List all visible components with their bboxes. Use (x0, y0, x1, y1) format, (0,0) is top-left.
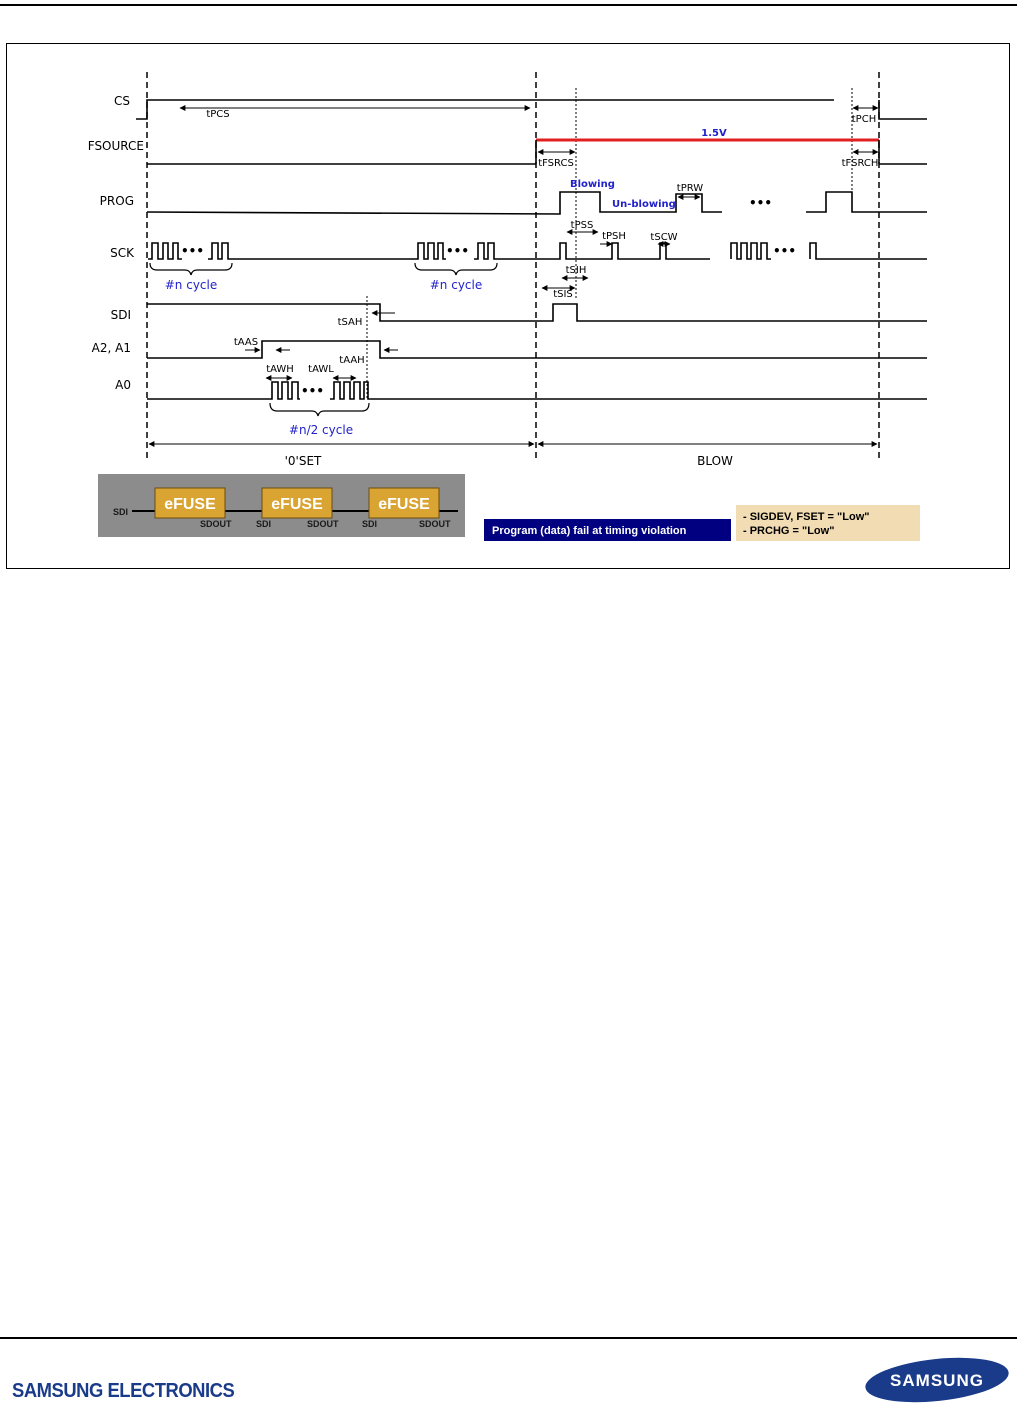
cs-waveform (136, 100, 834, 119)
tscw-label: tSCW (650, 232, 678, 243)
a0-waveform-b (330, 382, 927, 399)
signal-label-a2a1: A2, A1 (91, 341, 131, 355)
sck-waveform-c (474, 243, 710, 259)
tfsrch-label: tFSRCH (841, 158, 879, 169)
unblowing-label: Un-blowing (612, 199, 676, 210)
chain-sdout-label-1: SDOUT (200, 519, 232, 529)
prog-waveform-end (806, 192, 927, 212)
tpss-label: tPSS (570, 220, 594, 231)
sck-waveform-d (731, 243, 771, 259)
signal-label-sck: SCK (110, 246, 134, 260)
signal-label-prog: PROG (99, 194, 134, 208)
cs-waveform-end (879, 100, 927, 119)
a0-ellipsis: ••• (301, 384, 325, 398)
phase-dividers (147, 72, 879, 462)
chain-sdout-label-3: SDOUT (419, 519, 451, 529)
taah-label: tAAH (339, 355, 365, 366)
signal-label-a0: A0 (115, 378, 131, 392)
chain-sdout-label-2: SDOUT (307, 519, 339, 529)
tprw-label: tPRW (676, 183, 704, 194)
fail-note-text: Program (data) fail at timing violation (492, 525, 687, 537)
zero-set-label: '0'SET (284, 454, 322, 468)
chain-sdi-label-3: SDI (362, 519, 378, 529)
tawh-label: tAWH (266, 364, 294, 375)
taas-label: tAAS (233, 337, 259, 348)
samsung-logo (864, 1357, 1010, 1403)
n2-cycle-label: #n/2 cycle (288, 423, 354, 437)
signal-label-cs: CS (114, 94, 130, 108)
blow-label: BLOW (697, 454, 733, 468)
tsah-label: tSAH (337, 317, 363, 328)
logo-text: SAMSUNG (890, 1371, 984, 1390)
signal-label-sdi: SDI (110, 308, 131, 322)
tsih-label: tSIH (565, 265, 587, 276)
voltage-label: 1.5V (701, 128, 727, 139)
tsis-label: tSIS (553, 289, 573, 300)
condition-note-line-1: - SIGDEV, FSET = "Low" (743, 511, 870, 523)
n-cycle-label-1: #n cycle (164, 278, 218, 292)
tpsh-label: tPSH (602, 231, 626, 242)
tpch-label: tPCH (851, 114, 877, 125)
a2a1-waveform (147, 341, 927, 358)
sck-ellipsis-2: ••• (446, 244, 470, 258)
blowing-label: Blowing (570, 179, 615, 190)
tawl-label: tAWL (308, 364, 334, 375)
sck-waveform-e (810, 243, 927, 259)
chain-sdi-label-2: SDI (256, 519, 272, 529)
sck-ellipsis-1: ••• (181, 244, 205, 258)
efuse-label-2: eFUSE (271, 496, 323, 513)
efuse-label-3: eFUSE (378, 496, 430, 513)
bottom-rule (0, 1337, 1017, 1339)
sdi-waveform (147, 304, 927, 321)
a0-waveform (147, 382, 300, 399)
timing-diagram (0, 0, 1017, 600)
signal-label-fsource: FSOURCE (87, 139, 144, 153)
prog-ellipsis: ••• (749, 196, 773, 210)
n-cycle-label-2: #n cycle (429, 278, 483, 292)
efuse-chain (98, 474, 465, 537)
footer-company-name: SAMSUNG ELECTRONICS (12, 1380, 235, 1402)
sck-waveform-a (148, 243, 182, 259)
chain-sdi-label: SDI (113, 507, 129, 517)
efuse-label-1: eFUSE (164, 496, 216, 513)
tpcs-label: tPCS (206, 109, 230, 120)
tfsrcs-label: tFSRCS (538, 158, 574, 169)
sck-ellipsis-3: ••• (773, 244, 797, 258)
condition-note-line-2: - PRCHG = "Low" (743, 525, 835, 537)
sck-waveform-b (208, 243, 446, 259)
